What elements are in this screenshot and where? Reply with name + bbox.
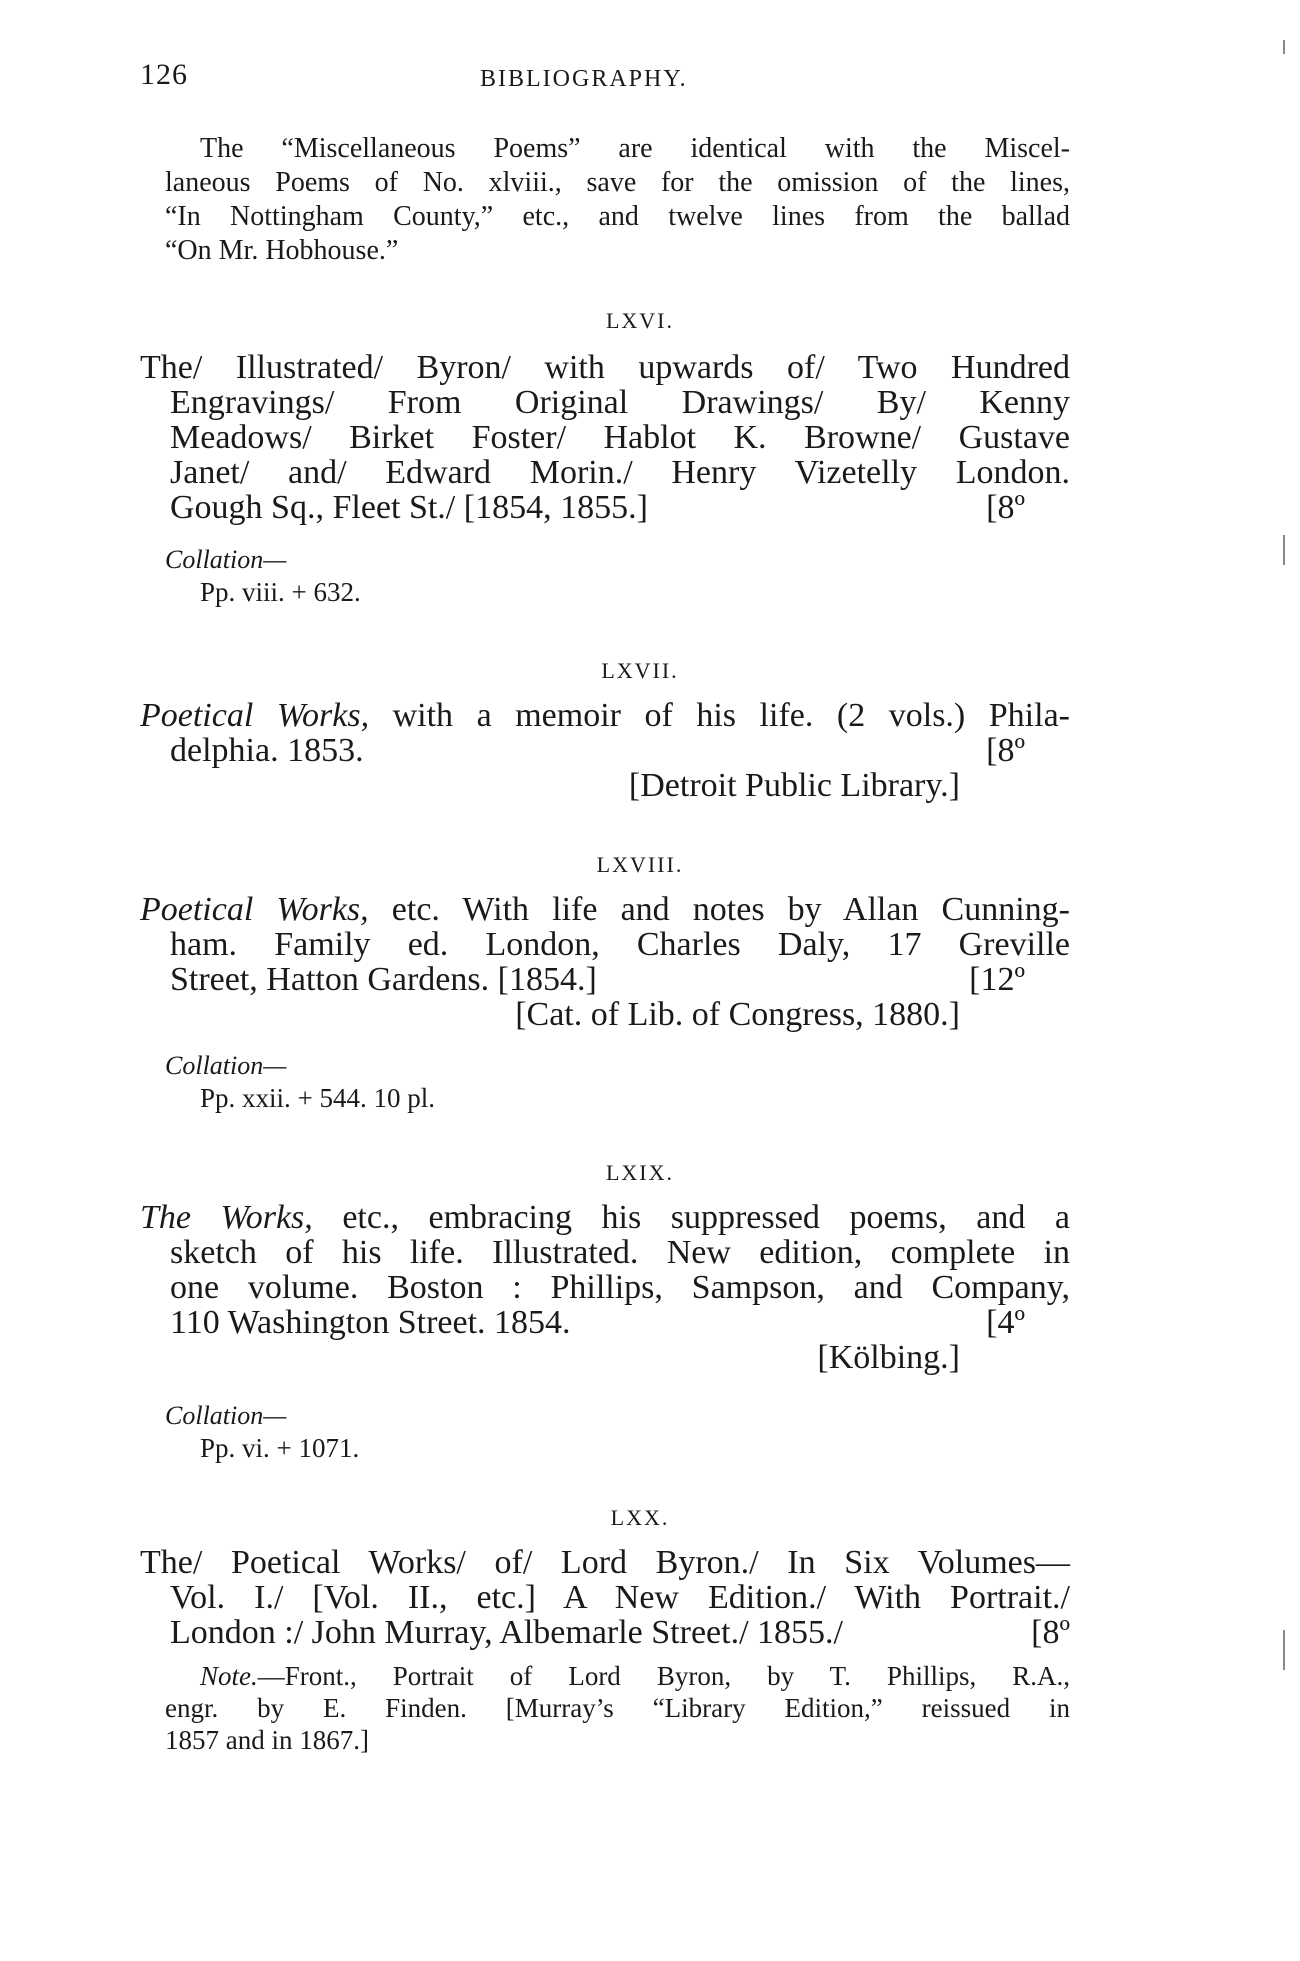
entry-number: LXX.: [610, 1505, 670, 1530]
collation-label: Collation—: [165, 1401, 287, 1430]
entry-number: LXIX.: [605, 1160, 675, 1185]
entry-line: Street, Hatton Gardens. [1854.] [12º: [170, 961, 1025, 998]
entry-number: LXVI.: [605, 308, 675, 333]
bib-entry-lxvii: [140, 698, 1070, 803]
note-line: Note.—Front., Portrait of Lord Byron, by T. Phillips, R.A.,: [200, 1661, 1070, 1691]
intro-line: “On Mr. Hobhouse.”: [165, 235, 399, 266]
scan-edge-mark: [1283, 40, 1285, 54]
note: [165, 1660, 1070, 1756]
note-line: 1857 and in 1867.]: [165, 1725, 369, 1755]
scan-edge-mark: [1283, 1630, 1285, 1670]
entry-number: LXVII.: [601, 658, 679, 683]
entry-line: Meadows/ Birket Foster/ Hablot K. Browne/ Gustave: [170, 419, 1070, 456]
intro-line: “In Nottingham County,” etc., and twelve lines from the ballad: [165, 201, 1070, 232]
note-label: Note.: [200, 1661, 258, 1691]
collation-label: Collation—: [165, 545, 287, 574]
entry-line: Gough Sq., Fleet St./ [1854, 1855.] [8º: [170, 489, 1025, 526]
bib-entry-lxvi: [140, 350, 1070, 525]
format-mark: [8º: [1031, 1614, 1070, 1651]
entry-line: 110 Washington Street. 1854. [4º: [170, 1304, 1025, 1341]
collation: [165, 1050, 435, 1114]
format-mark: [8º: [986, 489, 1025, 526]
collation: [165, 1400, 359, 1464]
collation-label: Collation—: [165, 1051, 287, 1080]
entry-line: Engravings/ From Original Drawings/ By/ Kenny: [170, 384, 1070, 421]
scan-edge-mark: [1283, 535, 1285, 565]
collation: [165, 544, 361, 608]
entry-line: one volume. Boston : Phillips, Sampson, and Company,: [170, 1269, 1070, 1306]
citation: [Cat. of Lib. of Congress, 1880.]: [515, 996, 960, 1033]
bib-entry-lxix: [140, 1200, 1070, 1375]
bib-entry-lxviii: [140, 892, 1070, 1032]
entry-line: Janet/ and/ Edward Morin./ Henry Vizetelly London.: [170, 454, 1070, 491]
format-mark: [8º: [986, 732, 1025, 769]
entry-line: delphia. 1853. [8º: [170, 732, 1025, 769]
entry-line: The/ Illustrated/ Byron/ with upwards of/ Two Hundred: [140, 349, 1070, 386]
running-head: BIBLIOGRAPHY.: [480, 66, 688, 92]
page-header: [140, 58, 1070, 98]
format-mark: [4º: [986, 1304, 1025, 1341]
entry-title: Poetical Works,: [140, 891, 369, 928]
collation-value: Pp. viii. + 632.: [200, 577, 361, 607]
entry-line: The/ Poetical Works/ of/ Lord Byron./ In Six Volumes—: [140, 1544, 1070, 1581]
citation: [Detroit Public Library.]: [628, 767, 960, 804]
note-line: engr. by E. Finden. [Murray’s “Library Edition,” reissued in: [165, 1693, 1070, 1723]
format-mark: [12º: [969, 961, 1025, 998]
entry-line: Vol. I./ [Vol. II., etc.] A New Edition./ With Portrait./: [170, 1579, 1070, 1616]
collation-value: Pp. xxii. + 544. 10 pl.: [200, 1083, 435, 1113]
citation: [Kölbing.]: [817, 1339, 960, 1376]
entry-line: Poetical Works, with a memoir of his life. (2 vols.) Phila-: [140, 697, 1070, 734]
intro-paragraph: [165, 132, 1070, 268]
bib-entry-lxx: [140, 1545, 1070, 1650]
entry-line: ham. Family ed. London, Charles Daly, 17 Greville: [170, 926, 1070, 963]
entry-line: sketch of his life. Illustrated. New edition, complete in: [170, 1234, 1070, 1271]
collation-value: Pp. vi. + 1071.: [200, 1433, 360, 1463]
entry-title: Poetical Works,: [140, 697, 370, 734]
entry-line: Poetical Works, etc. With life and notes by Allan Cunning-: [140, 891, 1070, 928]
entry-title: The Works,: [140, 1199, 313, 1236]
entry-number: LXVIII.: [596, 852, 684, 877]
intro-line: laneous Poems of No. xlviii., save for the omission of the lines,: [165, 167, 1070, 198]
entry-line: London :/ John Murray, Albemarle Street./ 1855./ [8º: [170, 1614, 1070, 1651]
intro-line: The “Miscellaneous Poems” are identical with the Miscel-: [200, 133, 1070, 164]
entry-line: The Works, etc., embracing his suppressed poems, and a: [140, 1199, 1070, 1236]
page-number: 126: [140, 58, 188, 91]
